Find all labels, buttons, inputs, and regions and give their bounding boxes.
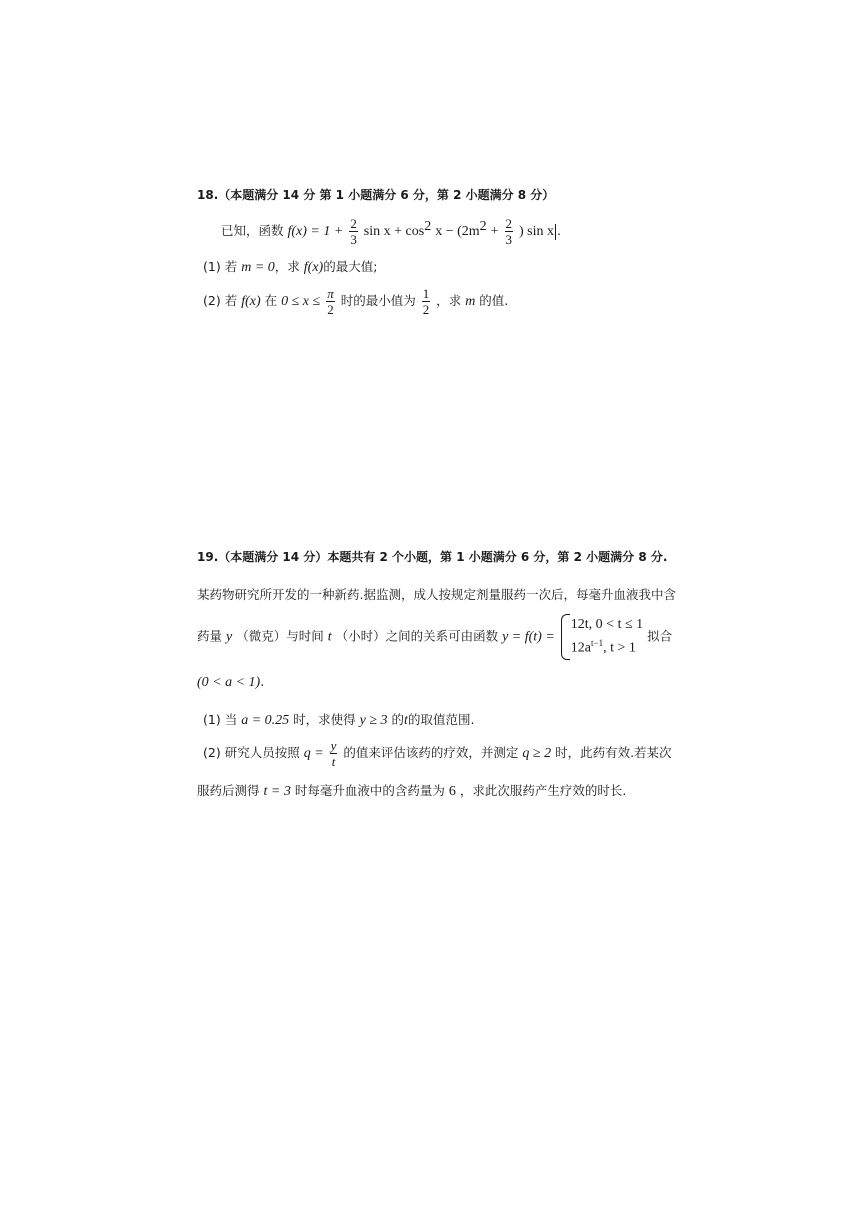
- p1-b: 时，求使得: [293, 712, 356, 727]
- p1-a: 当: [224, 712, 238, 727]
- problem-18-function: 已知，函数 f(x) = 1 + $\frac{2}{3}$ $\sin x + \cos^2 x - (2m^2$ + $\frac{2}{3}$ ) sin x .: [221, 216, 561, 248]
- p2-line2-b: 时每毫升血液中的含药量为: [294, 783, 445, 798]
- fraction-one-half: [422, 287, 431, 316]
- line2-b: （微克）与时间: [236, 628, 324, 644]
- fraction-numerator-2: 2: [505, 216, 513, 232]
- square-exponent-2: 2: [479, 219, 487, 234]
- line2-a: 药量: [197, 628, 223, 644]
- piece-row-1: 12t, 0 < t ≤ 1: [570, 617, 644, 632]
- piece2-exponent: t−1: [591, 638, 604, 648]
- half-numerator: 1: [422, 286, 430, 301]
- formula-tail: ) sin x: [519, 224, 554, 240]
- p1-d: 的取值范围.: [407, 712, 475, 727]
- part1-math2: f(x): [303, 260, 324, 275]
- problem-19-condition: [197, 674, 264, 691]
- p2-label: (2): [203, 745, 221, 760]
- p2-c: 时，此药有效.若某次: [555, 745, 672, 760]
- p1-label: (1): [203, 712, 221, 727]
- part1-text-c: 的最大值;: [323, 259, 378, 274]
- problem-19-paragraph: 某药物研究所开发的一种新药.据监测，成人按规定剂量服药一次后，每毫升血液我中含: [197, 587, 676, 602]
- p2-q: q =: [303, 746, 324, 761]
- formula-mid: sin x + cos: [363, 224, 425, 240]
- pi-numerator: π: [327, 286, 334, 301]
- p2-math: q ≥ 2: [522, 746, 552, 761]
- p2-line2-a: 服药后测得: [197, 783, 260, 798]
- problem-18-part-1: [203, 257, 377, 276]
- p2-b: 的值来评估该药的疗效，并测定: [343, 745, 519, 760]
- p1-math2: y ≥ 3: [359, 713, 388, 728]
- problem-19-model-line: [197, 616, 672, 658]
- condition-end: .: [260, 674, 265, 689]
- line2-c: （小时）之间的关系可由函数: [335, 628, 499, 644]
- fraction-denominator: 3: [350, 232, 357, 248]
- formula-mid2: x − (2m: [435, 224, 480, 240]
- part2-math2: 0 ≤ x ≤: [281, 294, 321, 309]
- problem-18-part-2: [203, 284, 508, 319]
- p2-line2-math: t = 3: [263, 784, 291, 799]
- p1-t: t: [404, 713, 408, 728]
- piece2-a: 12a: [570, 640, 591, 656]
- fraction-numerator: 2: [350, 216, 357, 232]
- p1-math: a = 0.25: [241, 713, 290, 728]
- problem-19-part-1: [203, 710, 474, 729]
- formula-lhs: f(x) = 1 +: [287, 224, 344, 240]
- part2-math3: m: [465, 294, 476, 309]
- var-t: t: [327, 629, 332, 645]
- fraction-two-thirds: [349, 217, 358, 246]
- part1-math: m = 0: [241, 260, 275, 275]
- part1-label: (1): [203, 259, 221, 274]
- square-exponent: 2: [424, 219, 432, 234]
- problem-19-part-2-line-2: [197, 781, 626, 800]
- fraction-two-thirds-2: [505, 217, 514, 246]
- problem-18-heading: 18.（本题满分 14 分 第 1 小题满分 6 分，第 2 小题满分 8 分）: [197, 188, 555, 202]
- p2-a: 研究人员按照: [224, 745, 300, 760]
- problem-19-part-2: [203, 736, 672, 771]
- part1-text-b: ，求: [274, 259, 300, 274]
- intro-text: 已知，函数: [221, 223, 284, 239]
- piece2-b: , t > 1: [603, 640, 636, 656]
- half-denominator: 2: [422, 302, 430, 317]
- p1-c: 的: [391, 712, 405, 727]
- part2-text-d: ，求: [436, 293, 462, 308]
- line2-d: 拟合: [647, 628, 673, 644]
- abs-bar-right: [555, 224, 556, 240]
- q-denominator: t: [331, 754, 336, 769]
- problem-19-heading: 19.（本题满分 14 分）本题共有 2 个小题，第 1 小题满分 6 分，第 2 小题满分 8 分.: [197, 550, 668, 564]
- p2-line2-six: 6: [448, 784, 456, 799]
- piece-row-2: [571, 634, 643, 658]
- part2-text-e: 的值.: [479, 293, 509, 308]
- formula-plus: +: [490, 224, 499, 240]
- part2-label: (2): [203, 293, 221, 308]
- part2-text-c: 时的最小值为: [340, 293, 416, 308]
- part1-text-a: 若: [224, 259, 238, 274]
- var-y: y: [226, 629, 233, 645]
- part2-text-a: 若: [224, 293, 238, 308]
- piecewise-function: [561, 616, 643, 658]
- fraction-pi-over-2: [326, 287, 335, 316]
- p2-line2-c: ，求此次服药产生疗效的时长.: [459, 783, 627, 798]
- function-lhs: y = f(t) =: [502, 629, 555, 645]
- q-numerator: y: [330, 738, 337, 753]
- fraction-denominator-2: 3: [505, 232, 513, 248]
- part2-text-b: 在: [264, 293, 278, 308]
- condition-math: (0 < a < 1): [197, 675, 261, 690]
- fraction-y-over-t: [330, 739, 338, 768]
- left-brace: [561, 614, 570, 660]
- part2-math: f(x): [241, 294, 261, 309]
- pi-denominator: 2: [327, 302, 334, 317]
